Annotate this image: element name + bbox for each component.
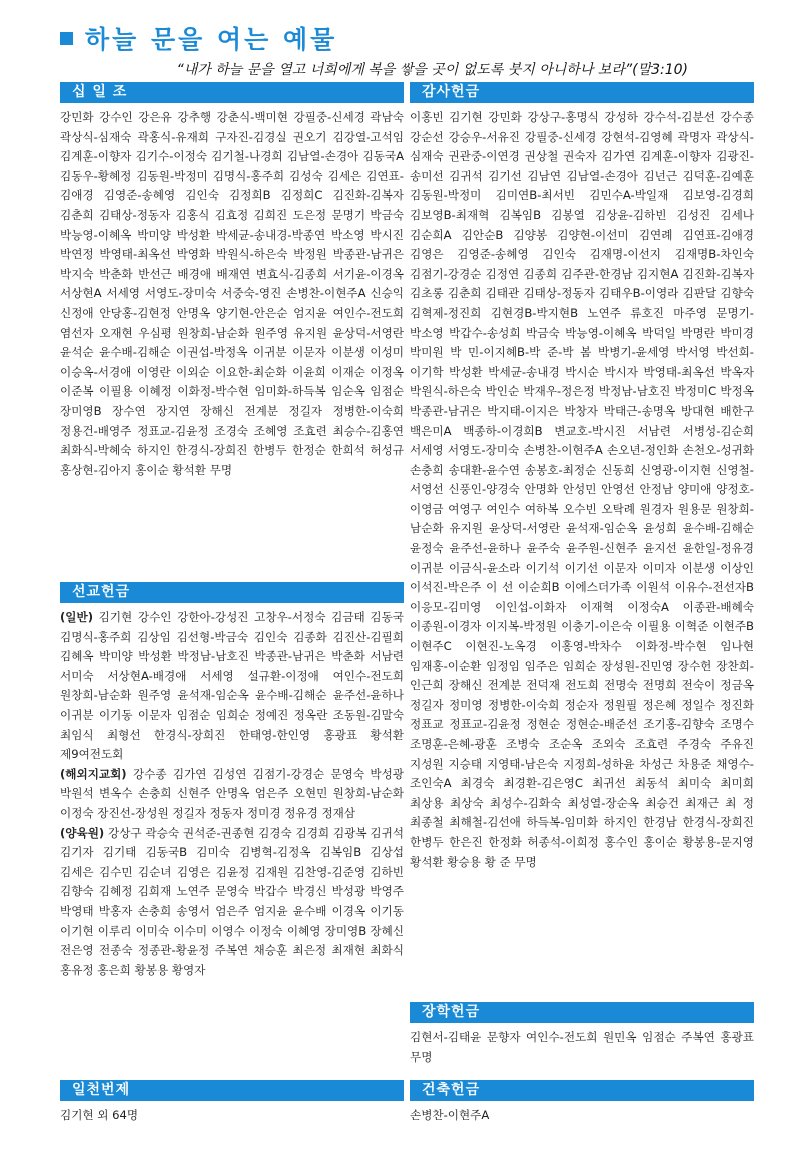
thanks-section [410, 82, 754, 872]
thousand-offering-header: 일천번제 [60, 1080, 404, 1101]
mission-group-label: (양육원) [60, 825, 105, 840]
thousand-offering-list: 김기현 외 64명 [60, 1108, 139, 1122]
tithe-section [60, 82, 404, 480]
mission-section [60, 582, 404, 980]
scholarship-section [410, 1002, 754, 1067]
thanks-header: 감사헌금 [410, 82, 754, 103]
mission-group-general [60, 608, 404, 765]
mission-group-label: (해외지교회) [60, 766, 127, 781]
mission-group-text: 김기현 강수인 강한아-강성진 고창우-서정숙 김금태 김동국 김명식-홍주희 김상임 김선형-박금숙 김인숙 김종화 김진산-김필희 김혜옥 박미양 박성환 박정남-남호진 박종관-남귀은 박춘화 서남련 서미숙 서상현A-배경애 서세영 설규환-이정애 여인수-전도희 원창희-남순화 원주영 윤석재-임순옥 윤수배-김해순 윤주선-윤하나 이귀분 이기동 이문자 임점순 임희순 정예진 정옥란 조동원-김말숙 최임식 최형선 한경식-장희진 한태영-한인영 홍광표 황석환 제9여전도회 [60, 610, 404, 762]
building-section [410, 1080, 754, 1126]
tithe-list: 강민화 강수인 강은유 강추행 강춘식-백미현 강필중-신세경 곽남숙 곽상식-심재숙 곽홍식-유재희 구자진-김경실 권오기 김강열-고석임 김계훈-이향자 김기수-이정숙 김기철-나경희 김남열-손경아 김동국A 김동우-황혜정 김동원-박정미 김명식-홍주희 김성숙 김세은 김연표-김애경 김영준-송혜영 김인숙 김정희B 김정희C 김진화-김복자 김춘희 김태상-정동자 김홍식 김효정 김희진 도은정 문명기 박금숙 박능영-이혜옥 박미양 박성환 박세균-송내경-박종연 박소영 박시진 박연정 박영태-최옥선 박영화 박원식-하은숙 박정원 박종관-남귀은 박지숙 박춘화 반선근 배경애 배재연 변효식-김종희 서기윤-이경옥 서상현A 서세영 서영도-장미숙 서중숙-영진 손병찬-이현주A 신승익 신정애 안당홍-김현정 안명옥 양기현-안은순 엄지윤 여인수-전도희 염선자 오재현 우심평 원창희-남순화 원주영 유지원 윤상덕-서영란 윤석순 윤수배-김해순 이권섭-박정옥 이귀분 이문자 이분생 이성미 이승옥-서경애 이영란 이외순 이요한-최순화 이윤희 이재순 이정옥 이준복 이필용 이혜정 이화정-박수현 임미화-하득복 임순옥 임점순 장미영B 장수연 장지연 장해신 전계분 정길자 정병한-이숙희 정용건-배영주 정표교-김윤정 조경숙 조혜영 조효련 최승수-김홍연 최화식-박혜숙 하지인 한경식-장희진 한병두 한정순 한희석 허성규 홍상현-김아지 홍이순 황석환 무명 [60, 110, 404, 477]
thanks-list: 이홍빈 김기현 강민화 강상구-홍명식 강성하 강수석-김분선 강수종 강순선 강승우-서유진 강필중-신세경 강현석-김영혜 곽명자 곽상식-심재숙 권관중-이연경 권상철 권숙자 김가연 김계훈-이향자 김광진-송미선 김귀석 김기선 김남연 김남열-손경아 김넌근 김덕훈-김예훈 김동원-박정미 김미연B-최서빈 김민수A-박일재 김보영-김경희 김보영B-최재혁 김복임B 김봉열 김상윤-김하빈 김성진 김세나 김순희A 김안순B 김양봉 김양현-이선미 김연례 김연표-김애경 김영은 김영준-송혜영 김인숙 김재명-이선지 김재명B-차인숙 김점기-강경순 김정연 김종희 김주관-한경남 김지현A 김진화-김복자 김초롱 김춘희 김태관 김태상-정동자 김태우B-이영라 김판달 김향숙 김혁제-정진희 김현경B-박지현B 노연주 류호진 마주영 문명기-박소영 박갑수-송성희 박금숙 박능영-이혜옥 박덕일 박명란 박미경 박미원 박 민-이지혜B-박 준-박 봄 박병기-윤세영 박서영 박선희-이기학 박성환 박세균-송내경 박시순 박시자 박영태-최옥선 박옥자 박원식-하은숙 박인순 박재우-정은정 박정남-남호진 박정미C 박정옥 박종관-남귀은 박지태-이지은 박창자 박태근-송명옥 방대현 배한구 백은미A 백종하-이경희B 변교호-박시진 서남련 서병성-김순희 서세영 서영도-장미숙 손병찬-이현주A 손오년-정인화 손천오-성귀화 손충희 송대환-윤수연 송봉호-최정순 신동희 신영광-이지현 신영철-서영선 신풍인-양경숙 안명화 안성민 안영선 안정남 양미애 양정호-이영금 여영구 여인수 여하복 오수빈 오탁례 원경자 원용문 원창희-남순화 유지원 윤상덕-서영란 윤석재-임순옥 윤성희 윤수배-김해순 윤정숙 윤주선-윤하나 윤주숙 윤주원-신현주 윤지선 윤한일-정유경 이귀분 이금식-윤소라 이기석 이기선 이문자 이미자 이분생 이상인 이석진-박은주 이 선 이순희B 이에스더가족 이원석 이유수-전선자B 이응모-김미영 이인섭-이화자 이재혁 이정숙A 이종관-배혜숙 이종원-이경자 이지복-박정원 이충기-이은숙 이필용 이혁준 이현주B 이현주C 이현진-노옥경 이홍영-박차수 이화정-박수현 임나현 임재홍-이순환 임정임 임주은 임희순 장성원-진민영 장수헌 장찬희-인근희 장해신 전계분 전덕재 전도희 전명숙 전명희 전숙이 정금옥 정길자 정미영 정병한-이숙희 정순자 정원필 정은혜 정일수 정진화 정표교 정표교-김윤정 정현순 정현순-배준선 조기홍-김향숙 조명수 조명훈-은혜-광훈 조병숙 조순옥 조외숙 조효련 주경숙 주유진 지성원 지승태 지영태-남은숙 지정희-성하윤 차성근 차용준 채영수-조인숙A 최경숙 최경환-김은영C 최귀선 최동석 최미숙 최미희 최상용 최상숙 최성수-김화숙 최성열-장순옥 최승건 최재근 최 정 최종철 최해철-김선애 하득복-임미화 하지인 한경남 한경식-장희진 한병두 한은진 한정화 허종석-이희정 홍수인 홍이순 황봉용-문지영 황석환 황승용 황 준 무명 [410, 110, 754, 869]
title-square-icon [60, 32, 73, 45]
mission-list [60, 608, 404, 980]
mission-header: 선교헌금 [60, 582, 404, 603]
tithe-header: 십 일 조 [60, 82, 404, 103]
mission-group-text: 강수종 김가연 김성연 김점기-강경순 문영숙 박성광 박원석 변옥수 손충희 신현주 안명옥 엄은주 오현민 원창희-남순화 이정숙 장진선-장성원 정길자 정동자 정미경 정유경 정재삼 [60, 766, 404, 820]
building-header: 건축헌금 [410, 1080, 754, 1101]
mission-group-orphanage [60, 824, 404, 981]
building-list: 손병찬-이현주A [410, 1108, 490, 1122]
scholarship-list: 김현서-김태윤 문향자 여인수-전도희 원민옥 임점순 주복연 홍광표 무명 [410, 1030, 754, 1064]
mission-group-text: 강상구 곽승숙 권석준-권종현 김경숙 김경희 김광복 김귀석 김기자 김기태 김동국B 김미숙 김병혁-김정옥 김복임B 김상섭 김세은 김수민 김순녀 김영은 김윤정 김재원 김찬영-김준영 김하빈 김향숙 김혜정 김희재 노연주 문영숙 박갑수 박경신 박성광 박영주 박영태 박홍자 손충희 송영서 엄은주 엄지윤 윤수배 이경옥 이기동 이기현 이루리 이미숙 이수미 이영수 이정숙 이혜영 장미영B 장혜신 전은영 전종숙 정종관-황윤정 주복연 채승훈 최은정 최재현 최화식 홍유정 홍은희 황봉용 황영자 [60, 825, 404, 977]
thousand-offering-section [60, 1080, 404, 1126]
mission-group-overseas [60, 765, 404, 824]
title-text: 하늘 문을 여는 예물 [85, 25, 338, 54]
scholarship-header: 장학헌금 [410, 1002, 754, 1023]
page-title [60, 20, 337, 56]
mission-group-label: (일반) [60, 610, 93, 624]
bible-verse: “내가 하늘 문을 열고 너희에게 복을 쌓을 곳이 없도록 붓지 아니하나 보라”(말3:10) [176, 62, 688, 78]
